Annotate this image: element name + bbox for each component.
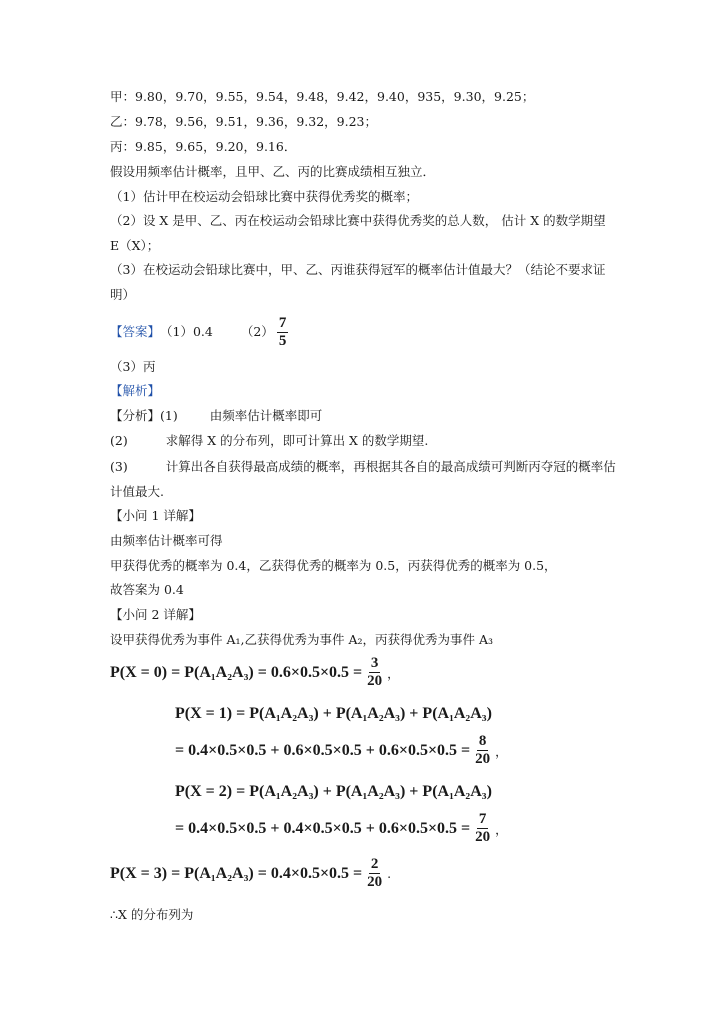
fenxi-tag: 【分析】: [110, 408, 161, 423]
answer-fraction-numerator: 7: [278, 314, 287, 331]
equation-x0: [110, 655, 400, 690]
question-2-line-2: E（X）；: [110, 238, 160, 253]
equation-x1-denominator: 20: [475, 751, 491, 767]
answer-part-3: （3）丙: [110, 359, 156, 374]
analysis-num-3: (3): [110, 459, 128, 474]
equation-x0-lhs: P(X = 0) = P(A₁A₂A₃) = 0.6×0.5×0.5 =: [110, 663, 363, 681]
equation-x1-fraction: [473, 733, 492, 768]
equation-x0-fraction: [365, 655, 384, 690]
analysis-text-1: 由频率估计概率即可: [209, 408, 323, 423]
question-2-line-1: （2）设 X 是甲、乙、丙在校运动会铅球比赛中获得优秀奖的总人数， 估计 X 的数学期望: [110, 213, 606, 228]
data-line-jia: 甲：9.80，9.70，9.55，9.54，9.48，9.42，9.40，935，9.30，9.25；: [110, 89, 535, 104]
analysis-text-3: 计算出各自获得最高成绩的概率，再根据其各自的最高成绩可判断丙夺冠的概率估: [165, 459, 616, 474]
analysis-line-3: [110, 458, 616, 476]
equation-x2-rhs: = 0.4×0.5×0.5 + 0.4×0.5×0.5 + 0.6×0.5×0.5 =: [175, 819, 471, 837]
answer-line: [110, 312, 291, 352]
equation-x3-fraction: [365, 856, 384, 891]
equation-x1-tail: ，: [495, 743, 508, 759]
equation-x2-numerator: 7: [478, 811, 487, 827]
answer-fraction-denominator: 5: [278, 332, 287, 349]
assumption-text: 假设用频率估计概率，且甲、乙、丙的比赛成绩相互独立．: [110, 164, 436, 179]
sub2-line-1: 设甲获得优秀为事件 A₁,乙获得优秀为事件 A₂，丙获得优秀为事件 A₃: [110, 632, 494, 647]
answer-fraction: [277, 315, 289, 350]
analysis-line-1: [110, 407, 322, 425]
answer-tag: 【答案】: [110, 324, 161, 339]
equation-x3: [110, 856, 391, 891]
equation-x0-tail: ，: [387, 665, 400, 681]
sub1-line-3: 故答案为 0.4: [110, 582, 184, 597]
analysis-line-2: [110, 432, 428, 450]
analysis-num-1: (1): [160, 408, 178, 423]
equation-x3-numerator: 2: [370, 856, 379, 872]
equation-x3-lhs: P(X = 3) = P(A₁A₂A₃) = 0.4×0.5×0.5 =: [110, 864, 363, 882]
equation-x2-denominator: 20: [475, 829, 491, 845]
equation-x0-denominator: 20: [367, 673, 383, 689]
equation-x1-rhs: = 0.4×0.5×0.5 + 0.6×0.5×0.5 + 0.6×0.5×0.5 =: [175, 741, 471, 759]
sub2-tag: 【小问 2 详解】: [110, 607, 201, 622]
answer-part-2: （2）: [240, 324, 274, 339]
sub1-line-2: 甲获得优秀的概率为 0.4，乙获得优秀的概率为 0.5，丙获得优秀的概率为 0.5，: [110, 558, 557, 573]
equation-x2-line-2: [175, 811, 508, 846]
answer-part-1: （1）0.4: [160, 324, 213, 339]
equation-x2-line-1: P(X = 2) = P(A₁A₂A₃) + P(A₁A₂A₃) + P(A₁A₂A₃): [175, 783, 492, 800]
sub1-tag: 【小问 1 详解】: [110, 508, 201, 523]
analysis-num-2: (2): [110, 433, 128, 448]
analysis-tag: 【解析】: [110, 383, 161, 398]
analysis-line-4: 计值最大.: [110, 484, 164, 499]
distribution-conclusion: ∴X 的分布列为: [110, 907, 194, 922]
question-3-line-1: （3）在校运动会铅球比赛中，甲、乙、丙谁获得冠军的概率估计值最大？（结论不要求证: [110, 262, 606, 277]
equation-x2-tail: ，: [495, 821, 508, 837]
analysis-text-2: 求解得 X 的分布列，即可计算出 X 的数学期望.: [165, 433, 429, 448]
equation-x1-numerator: 8: [478, 733, 487, 749]
sub1-line-1: 由频率估计概率可得: [110, 533, 223, 548]
equation-x1-line-1: P(X = 1) = P(A₁A₂A₃) + P(A₁A₂A₃) + P(A₁A₂A₃): [175, 705, 492, 722]
equation-x3-tail: .: [387, 866, 392, 881]
equation-x1-line-2: [175, 733, 508, 768]
equation-x2-fraction: [473, 811, 492, 846]
question-3-line-2: 明）: [110, 287, 136, 302]
equation-x3-denominator: 20: [367, 874, 383, 890]
question-1: （1）估计甲在校运动会铅球比赛中获得优秀奖的概率；: [110, 189, 418, 204]
data-line-yi: 乙：9.78，9.56，9.51，9.36，9.32，9.23；: [110, 114, 377, 129]
data-line-bing: 丙：9.85，9.65，9.20，9.16．: [110, 139, 297, 154]
equation-x0-numerator: 3: [370, 655, 379, 671]
